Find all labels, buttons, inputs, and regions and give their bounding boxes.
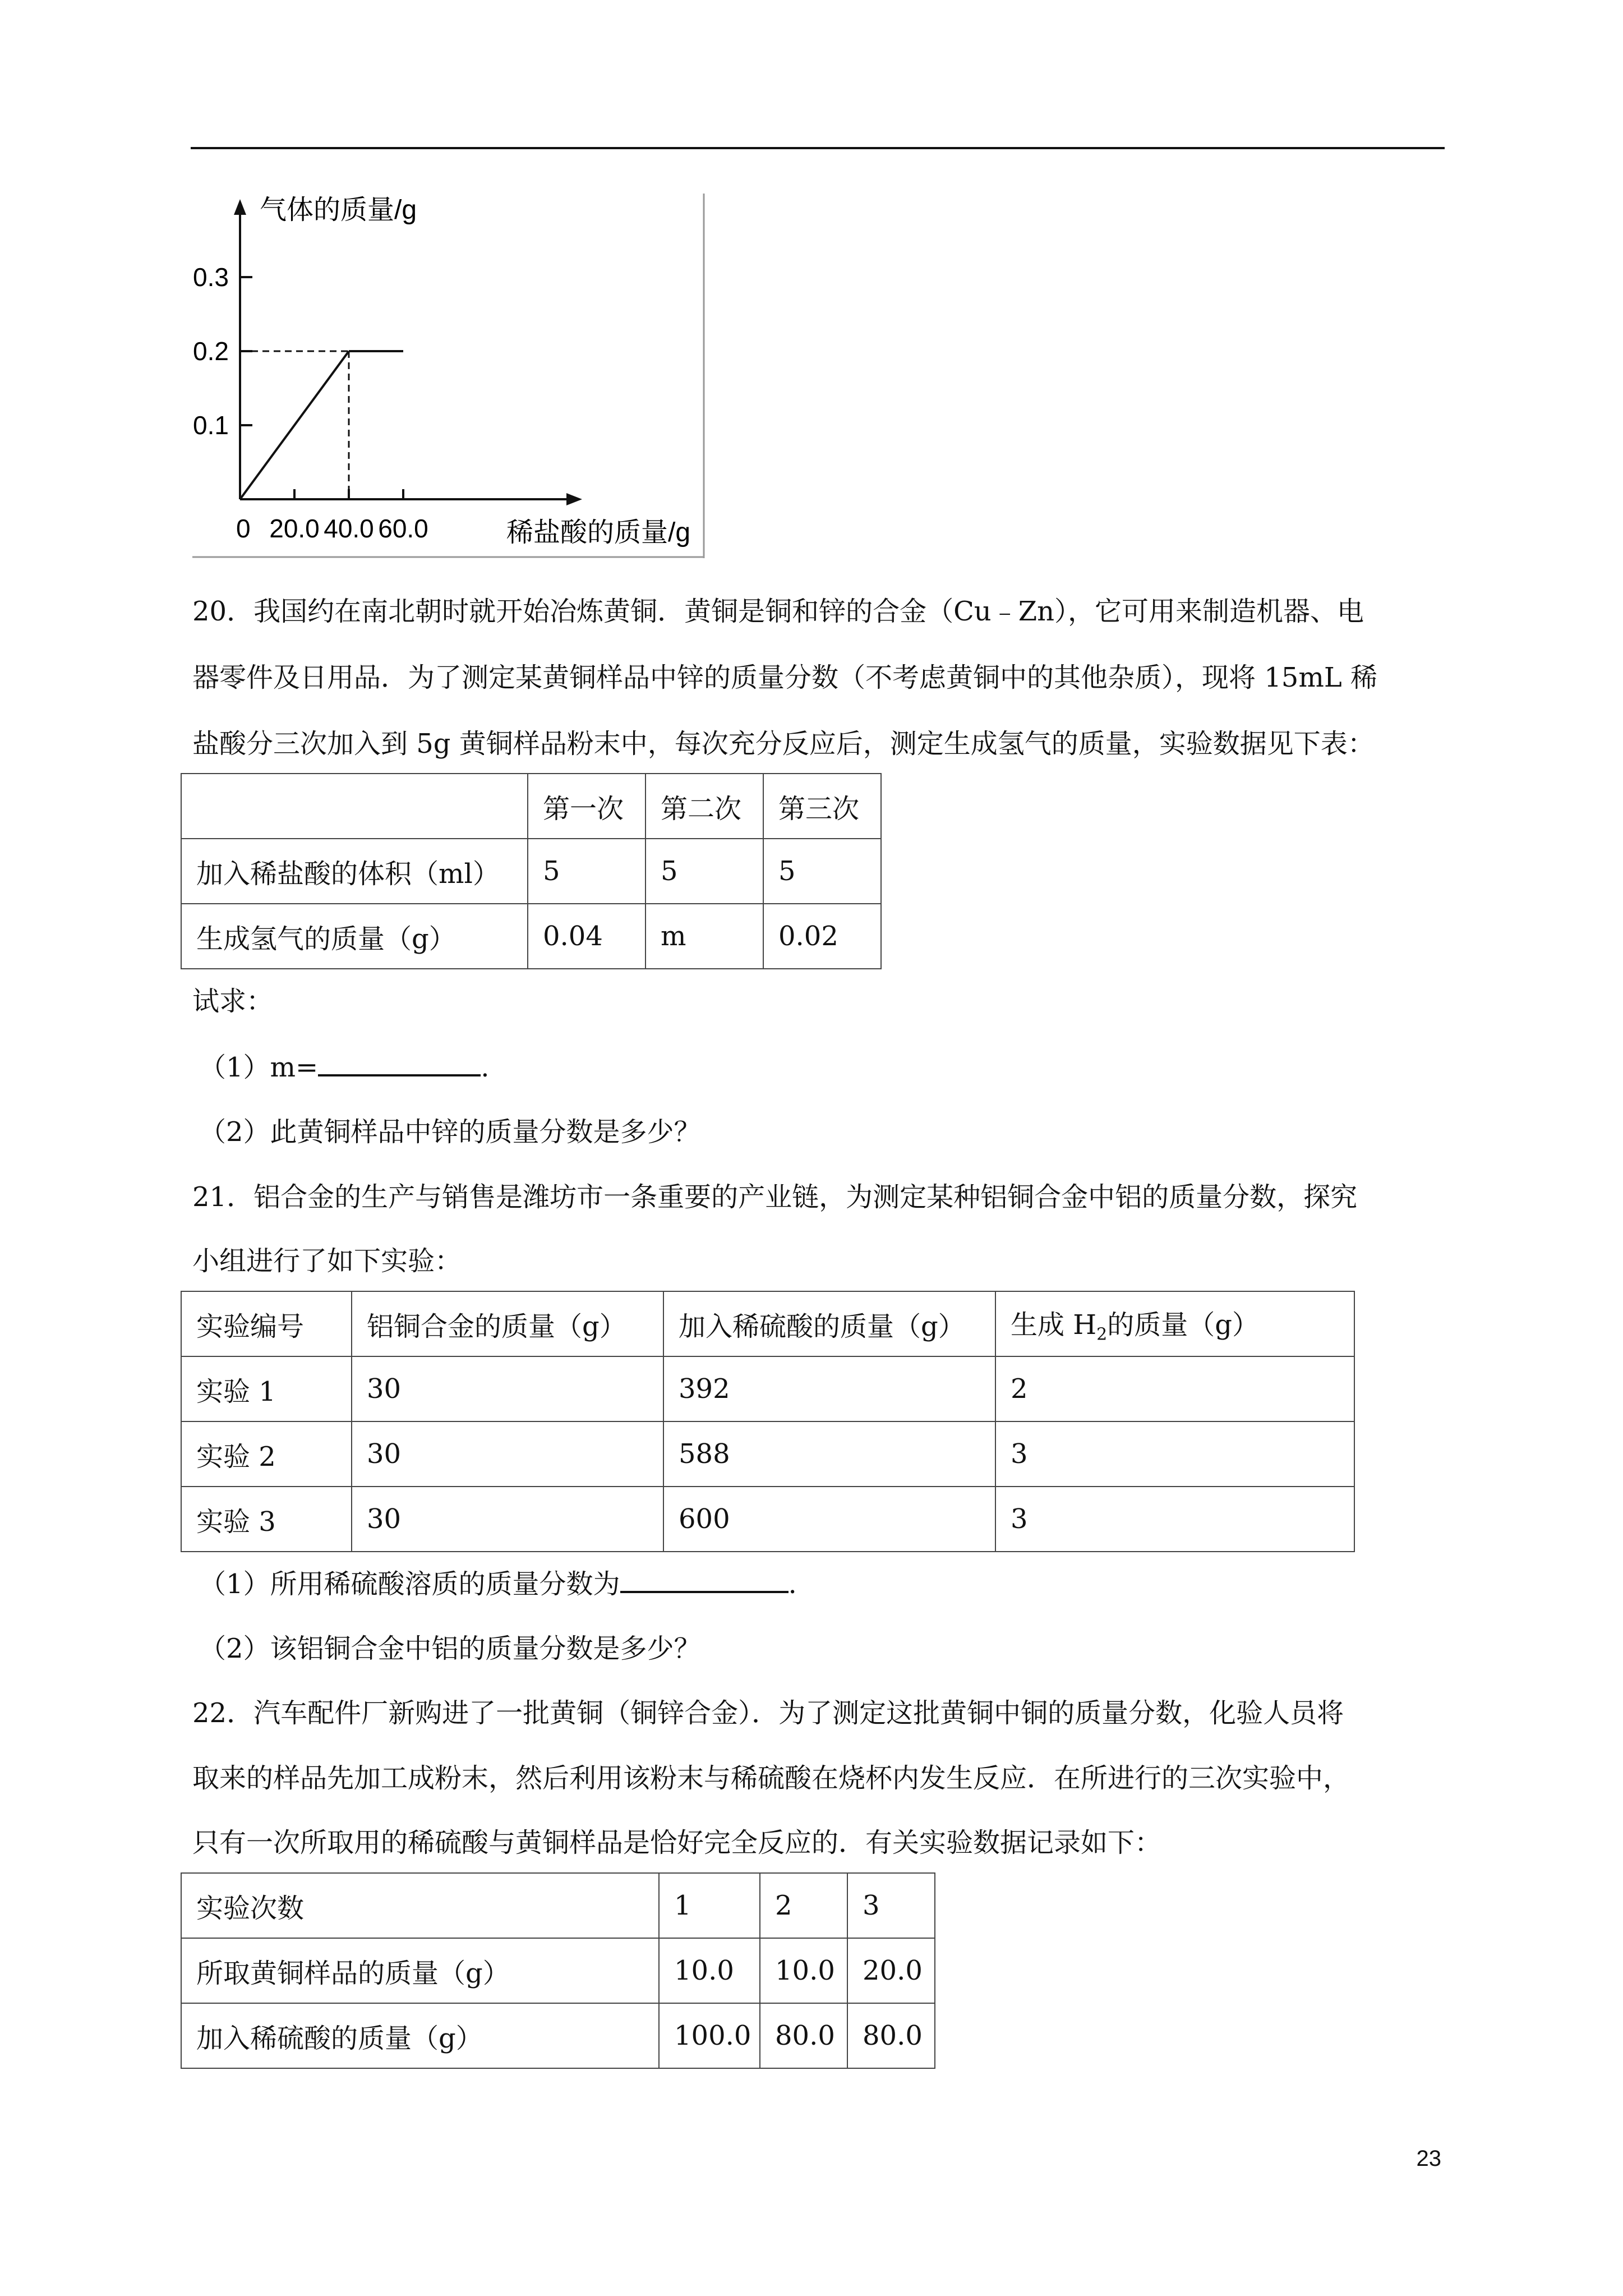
y-axis-label: 气体的质量/g [260, 195, 417, 225]
q21-line-2: 小组进行了如下实验： [192, 1245, 462, 1277]
table-row [181, 2003, 935, 2068]
q20-part1-prefix: （1）m= [199, 1052, 319, 1083]
h2-label-suffix: 的质量（g） [1107, 1309, 1259, 1341]
table-row [181, 1421, 1354, 1487]
table-cell: 5 [763, 839, 881, 904]
table-row [181, 1356, 1354, 1421]
q22-line-2: 取来的样品先加工成粉末，然后利用该粉末与稀硫酸在烧杯内发生反应．在所进行的三次实验中， [192, 1763, 1350, 1794]
table-header-cell: 第三次 [763, 774, 881, 839]
table-header-cell: 加入稀硫酸的质量（g） [663, 1291, 995, 1356]
table-cell: 5 [645, 839, 763, 904]
y-tick-label: 0.1 [193, 411, 229, 440]
h2-subscript: 2 [1096, 1324, 1108, 1345]
q20-part1 [199, 1050, 1450, 1085]
table-row [181, 904, 881, 969]
table-cell: 30 [352, 1487, 663, 1552]
x-tick-label: 0 [236, 514, 251, 543]
gas-mass-chart [192, 194, 706, 558]
table-cell: 0.02 [763, 904, 881, 969]
table-header-cell [995, 1291, 1354, 1356]
q21-part1-prefix: （1）所用稀硫酸溶质的质量分数为 [199, 1568, 620, 1600]
table-cell: 30 [352, 1356, 663, 1421]
table-cell: 所取黄铜样品的质量（g） [181, 1938, 659, 2003]
q22-line-1: 22．汽车配件厂新购进了一批黄铜（铜锌合金）．为了测定这批黄铜中铜的质量分数，化验人员将 [192, 1697, 1344, 1729]
q22-line-3: 只有一次所取用的稀硫酸与黄铜样品是恰好完全反应的．有关实验数据记录如下： [192, 1827, 1162, 1858]
x-tick-label: 40.0 [324, 514, 374, 543]
q20-line-3: 盐酸分三次加入到 5g 黄铜样品粉末中，每次充分反应后，测定生成氢气的质量，实验数据见下表： [192, 728, 1375, 760]
table-header-cell: 第一次 [528, 774, 645, 839]
table-cell: 80.0 [847, 2003, 935, 2068]
q20-part1-suffix: . [481, 1052, 490, 1083]
table-row [181, 1487, 1354, 1552]
table-cell: 100.0 [659, 2003, 760, 2068]
q21-line-1: 21．铝合金的生产与销售是潍坊市一条重要的产业链，为测定某种铝铜合金中铝的质量分数，探究 [192, 1181, 1358, 1213]
series-layer [240, 351, 403, 499]
table-cell: m [645, 904, 763, 969]
q20-line-2: 器零件及日用品．为了测定某黄铜样品中锌的质量分数（不考虑黄铜中的其他杂质），现将 15mL 稀 [192, 662, 1377, 693]
table-header-cell: 第二次 [645, 774, 763, 839]
q21-table [181, 1291, 1355, 1552]
table-cell: 0.04 [528, 904, 645, 969]
table-row [181, 774, 881, 839]
table-cell: 3 [995, 1421, 1354, 1487]
table-cell: 588 [663, 1421, 995, 1487]
table-header-cell: 实验编号 [181, 1291, 352, 1356]
table-cell: 30 [352, 1421, 663, 1487]
q21-part1 [199, 1566, 1450, 1602]
table-cell: 20.0 [847, 1938, 935, 2003]
table-cell: 10.0 [760, 1938, 847, 2003]
q20-table [181, 773, 882, 969]
table-cell: 3 [847, 1873, 935, 1938]
table-cell: 实验 1 [181, 1356, 352, 1421]
table-cell: 生成氢气的质量（g） [181, 904, 528, 969]
table-cell: 2 [760, 1873, 847, 1938]
y-tick-label: 0.3 [193, 263, 229, 292]
x-tick-label: 60.0 [378, 514, 428, 543]
table-header-cell: 铝铜合金的质量（g） [352, 1291, 663, 1356]
page-number: 23 [1416, 2146, 1441, 2171]
series-segment [240, 351, 349, 499]
table-header-cell [181, 774, 528, 839]
y-axis-arrow [234, 199, 246, 215]
table-cell: 3 [995, 1487, 1354, 1552]
q20-line-1: 20．我国约在南北朝时就开始冶炼黄铜．黄铜是铜和锌的合金（Cu﹣Zn），它可用来制造机器、电 [192, 596, 1364, 627]
table-cell: 10.0 [659, 1938, 760, 2003]
table-row [181, 1938, 935, 2003]
table-row [181, 1873, 935, 1938]
table-row [181, 1291, 1354, 1356]
chart-svg [192, 194, 706, 558]
x-axis-arrow [566, 493, 582, 505]
y-tick-label: 0.2 [193, 337, 229, 366]
table-cell: 2 [995, 1356, 1354, 1421]
header-rule [191, 147, 1445, 149]
table-cell: 实验次数 [181, 1873, 659, 1938]
q22-table [181, 1872, 935, 2069]
q21-part2: （2）该铝铜合金中铝的质量分数是多少？ [199, 1633, 701, 1664]
x-axis-label: 稀盐酸的质量/g [506, 518, 691, 547]
table-cell: 实验 3 [181, 1487, 352, 1552]
table-cell: 实验 2 [181, 1421, 352, 1487]
q20-part2: （2）此黄铜样品中锌的质量分数是多少？ [199, 1116, 701, 1148]
q21-answer-blank[interactable] [620, 1566, 789, 1593]
q20-ask: 试求： [192, 986, 274, 1017]
table-row [181, 839, 881, 904]
table-cell: 5 [528, 839, 645, 904]
h2-label-prefix: 生成 H [1011, 1309, 1097, 1341]
table-cell: 加入稀盐酸的体积（ml） [181, 839, 528, 904]
table-cell: 1 [659, 1873, 760, 1938]
q21-part1-suffix: . [788, 1568, 797, 1600]
table-cell: 加入稀硫酸的质量（g） [181, 2003, 659, 2068]
table-cell: 80.0 [760, 2003, 847, 2068]
q20-answer-blank[interactable] [318, 1050, 481, 1076]
table-cell: 600 [663, 1487, 995, 1552]
x-tick-label: 20.0 [269, 514, 320, 543]
table-cell: 392 [663, 1356, 995, 1421]
